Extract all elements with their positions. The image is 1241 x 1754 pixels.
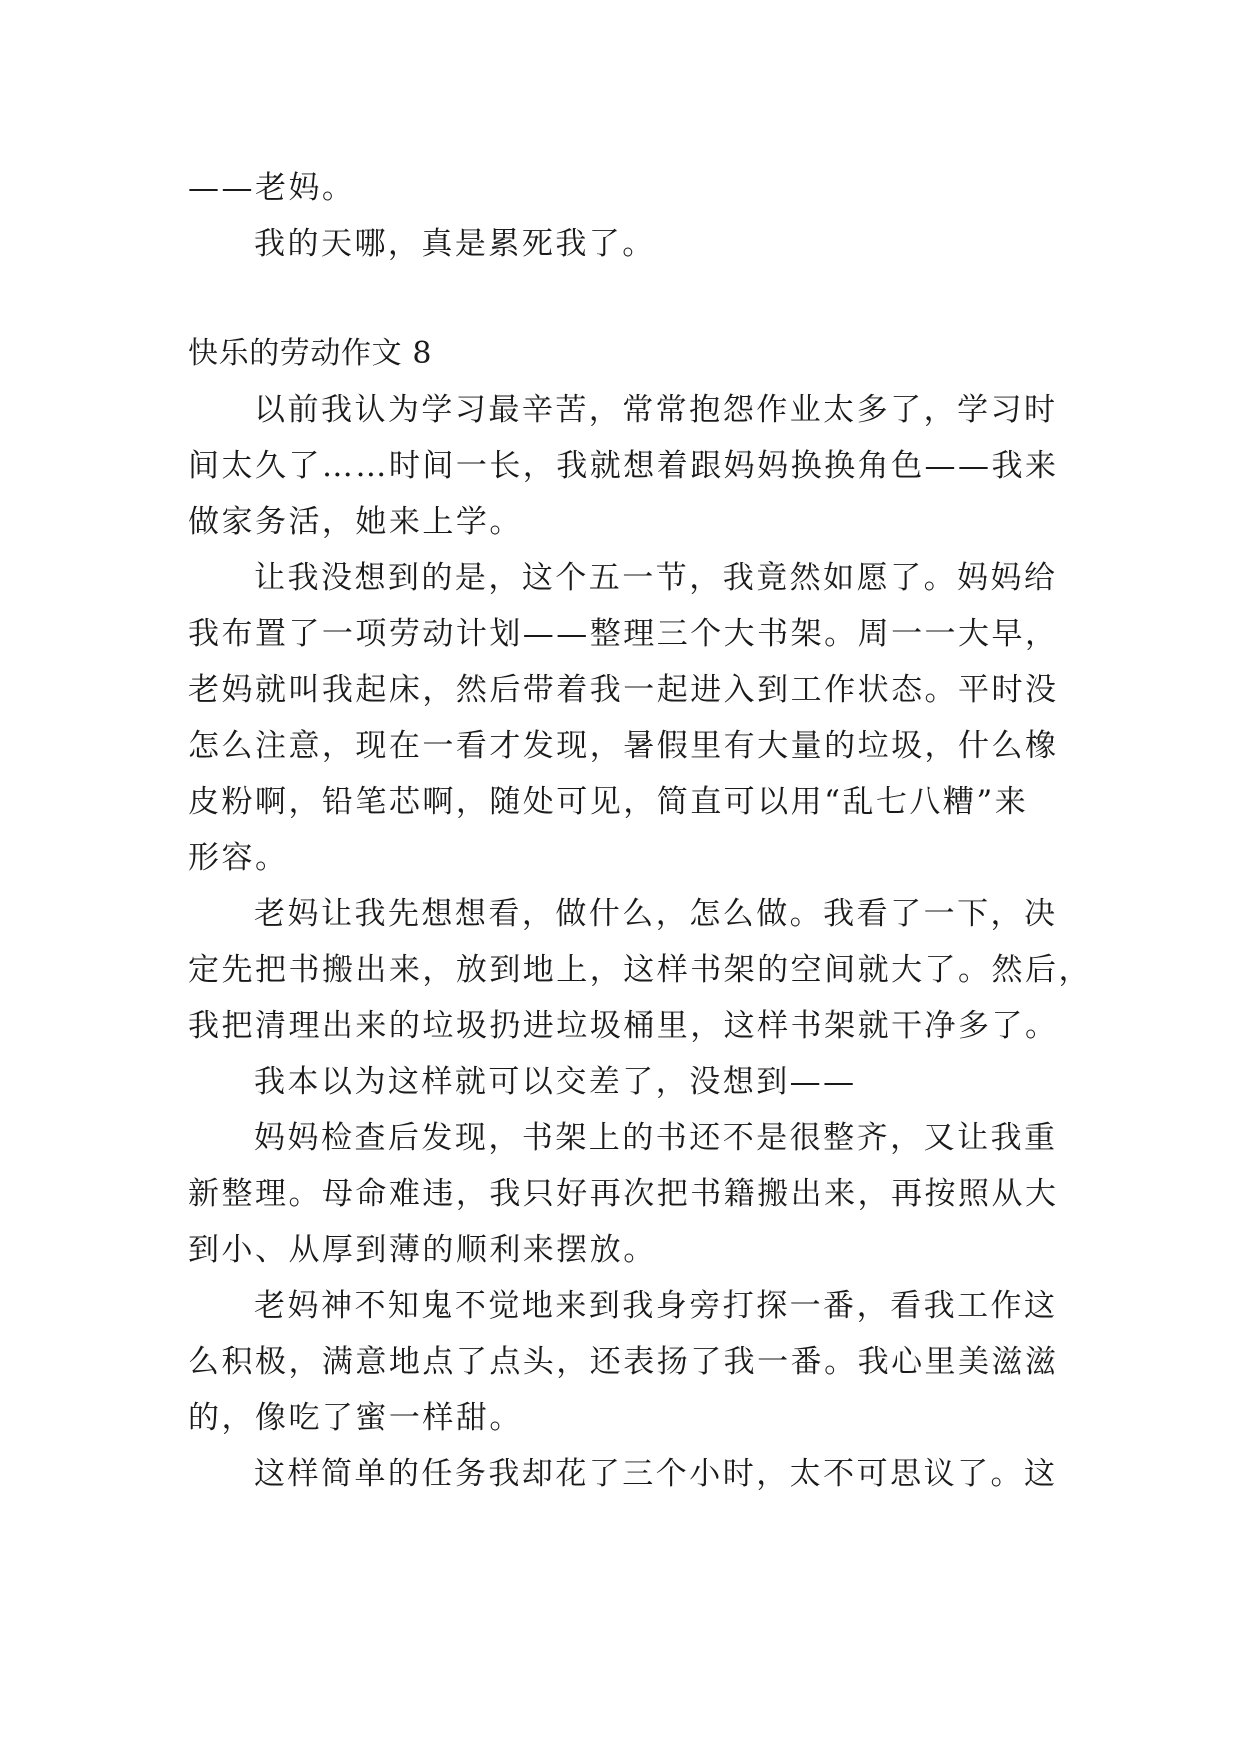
text-line: ——老妈。	[188, 170, 356, 206]
text-line: 我的天哪，真是累死我了。	[254, 226, 656, 262]
text-line: 以前我认为学习最辛苦，常常抱怨作业太多了，学习时	[254, 392, 1058, 428]
section-gap	[188, 272, 1068, 326]
text-line: 到小、从厚到薄的顺利来摆放。	[188, 1232, 657, 1268]
text-line: 皮粉啊，铅笔芯啊，随处可见，简直可以用“乱七八糟”来	[188, 784, 1029, 820]
text-line: 我把清理出来的垃圾扔进垃圾桶里，这样书架就干净多了。	[188, 1008, 1059, 1044]
text-line: 的，像吃了蜜一样甜。	[188, 1400, 523, 1436]
text-line: 么积极，满意地点了点头，还表扬了我一番。我心里美滋滋	[188, 1344, 1059, 1380]
paragraph-5	[188, 1110, 1068, 1278]
text-line: 我本以为这样就可以交差了，没想到——	[254, 1064, 857, 1100]
text-line: 我布置了一项劳动计划——整理三个大书架。周一一大早，	[188, 616, 1059, 652]
text-line: 做家务活，她来上学。	[188, 504, 523, 540]
paragraph-6	[188, 1278, 1068, 1446]
paragraph-7	[188, 1446, 1068, 1502]
paragraph-1	[188, 382, 1068, 550]
paragraph-4	[188, 1054, 1068, 1110]
paragraph-2	[188, 550, 1068, 886]
text-line: 老妈就叫我起床，然后带着我一起进入到工作状态。平时没	[188, 672, 1059, 708]
paragraph-3	[188, 886, 1092, 1054]
text-line: 新整理。母命难违，我只好再次把书籍搬出来，再按照从大	[188, 1176, 1059, 1212]
text-line: 间太久了……时间一长，我就想着跟妈妈换换角色——我来	[188, 448, 1059, 484]
text-line: 这样简单的任务我却花了三个小时，太不可思议了。这	[254, 1456, 1058, 1492]
text-line: 老妈让我先想想看，做什么，怎么做。我看了一下，决	[254, 896, 1058, 932]
text-line: 让我没想到的是，这个五一节，我竟然如愿了。妈妈给	[254, 560, 1058, 596]
text-line: 老妈神不知鬼不觉地来到我身旁打探一番，看我工作这	[254, 1288, 1058, 1324]
section-heading: 快乐的劳动作文 8	[188, 336, 433, 371]
text-line: 怎么注意，现在一看才发现，暑假里有大量的垃圾，什么橡	[188, 728, 1059, 764]
document-body	[188, 160, 1092, 1502]
text-line: 形容。	[188, 840, 289, 876]
text-line: 妈妈检查后发现，书架上的书还不是很整齐，又让我重	[254, 1120, 1058, 1156]
text-line: 定先把书搬出来，放到地上，这样书架的空间就大了。然后，	[188, 952, 1092, 988]
